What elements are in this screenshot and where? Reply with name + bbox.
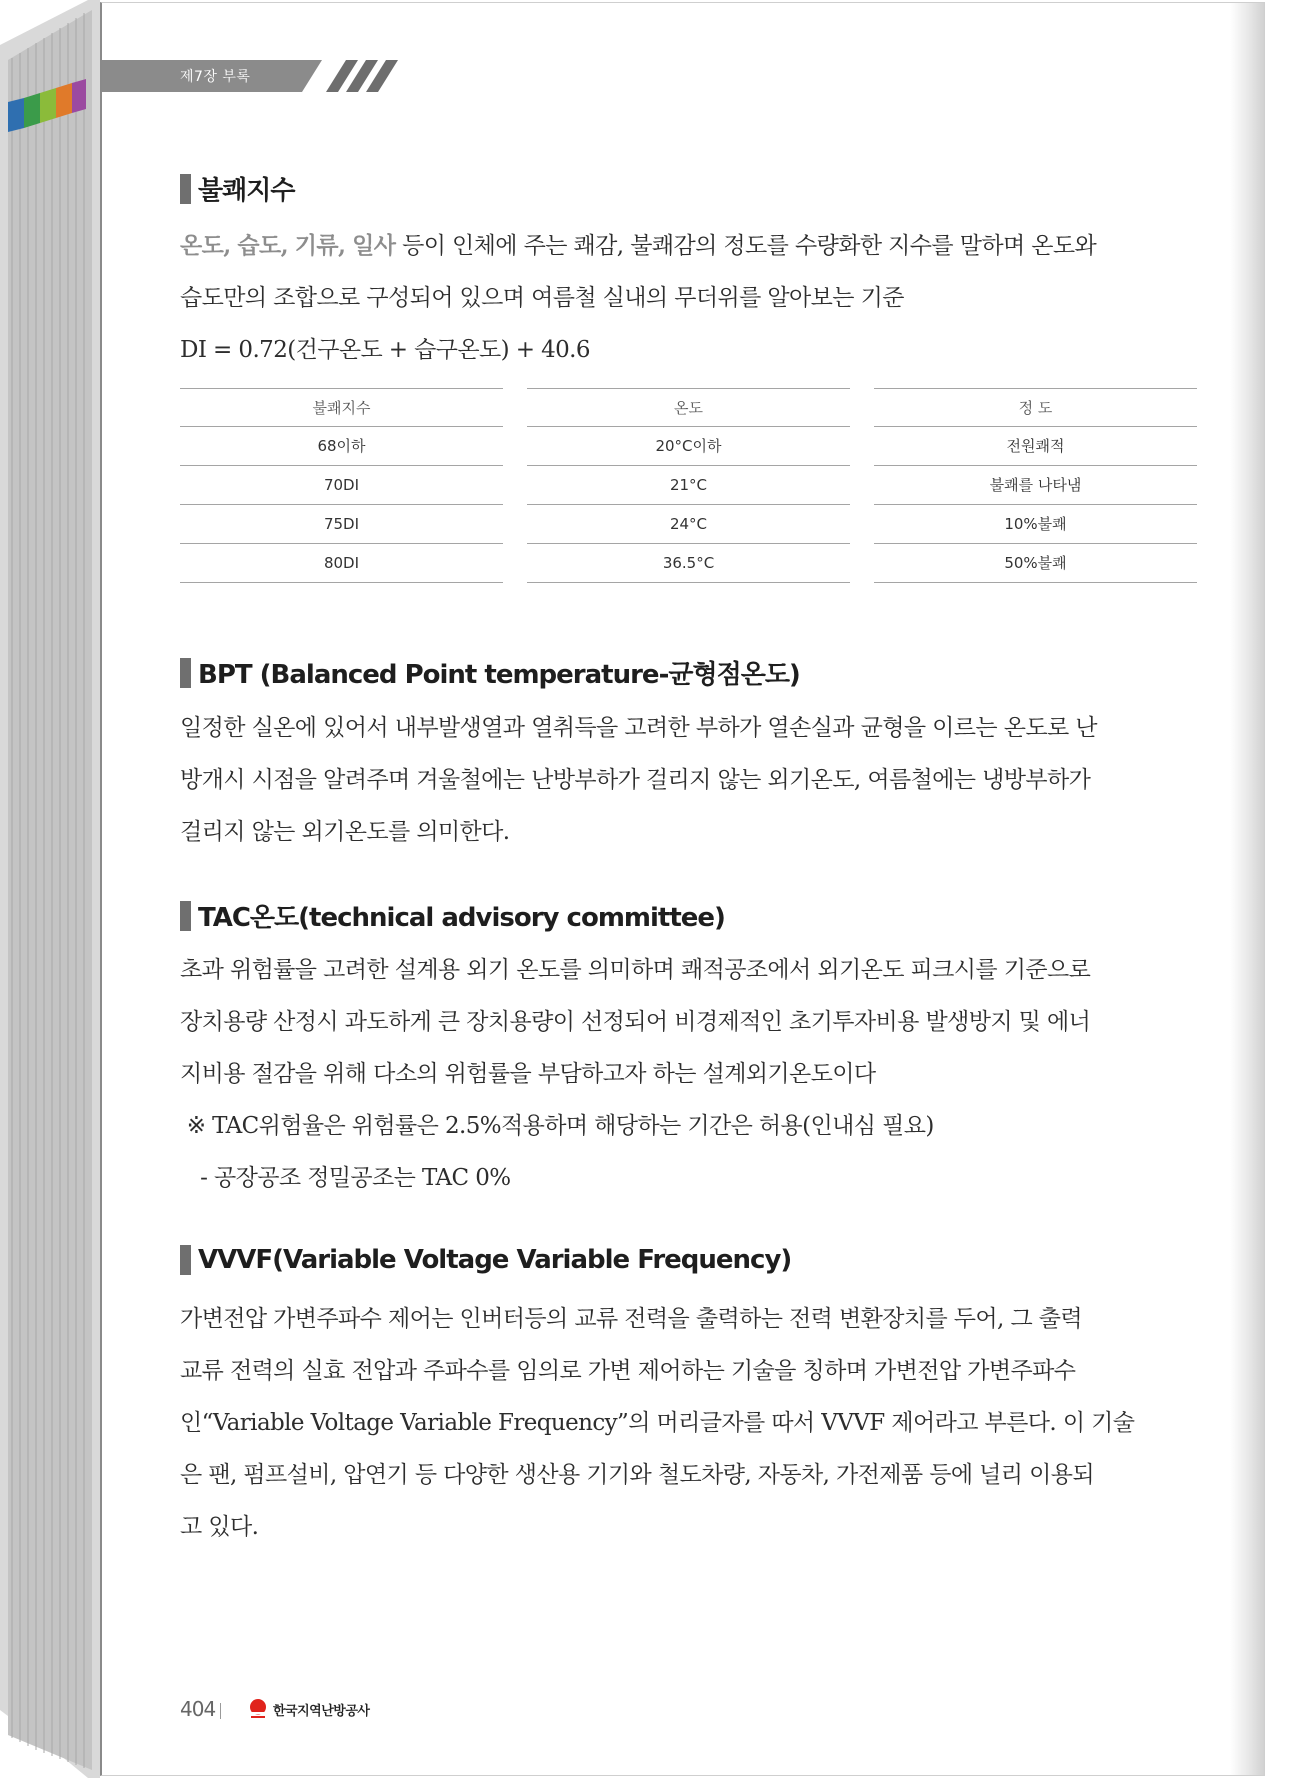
table-header: 정 도 (874, 388, 1197, 427)
section-heading-bpt (180, 654, 800, 691)
body-line: 은 팬, 펌프설비, 압연기 등 다양한 생산용 기기와 철도차량, 자동차, 가전제품 등에 널리 이용되 (180, 1462, 1094, 1488)
body-line: 가변전압 가변주파수 제어는 인버터등의 교류 전력을 출력하는 전력 변환장치를 두어, 그 출력 (180, 1306, 1083, 1332)
heading-bar (180, 1245, 191, 1275)
publisher-logo-icon (247, 1698, 269, 1720)
section-title: 불쾌지수 (198, 176, 295, 206)
body-line: 지비용 절감을 위해 다소의 위험률을 부담하고자 하는 설계외기온도이다 (180, 1061, 876, 1087)
section-title: VVVF(Variable Voltage Variable Frequency) (198, 1245, 792, 1275)
body-line (180, 220, 1200, 272)
table-cell: 70DI (180, 466, 503, 505)
table-cell: 36.5°C (527, 544, 850, 583)
heading-bar (180, 174, 191, 204)
publisher-name: 한국지역난방공사 (273, 1703, 370, 1719)
table-header: 온도 (527, 388, 850, 427)
section-body-tac (180, 944, 1200, 1204)
body-line: 인“Variable Voltage Variable Frequency”의 머리글자를 따서 VVVF 제어라고 부른다. 이 기술 (180, 1410, 1135, 1436)
table-cell: 21°C (527, 466, 850, 505)
section-heading-vvvf (180, 1245, 791, 1275)
table-cell: 10%불쾌 (874, 505, 1197, 544)
note-line: ※ TAC위험율은 위험률은 2.5%적용하며 해당하는 기간은 허용(인내심 필요) (180, 1113, 934, 1139)
body-line: 일정한 실온에 있어서 내부발생열과 열취득을 고려한 부하가 열손실과 균형을 이르는 온도로 난 (180, 715, 1097, 741)
table-cell: 50%불쾌 (874, 544, 1197, 583)
chapter-label: 제7장 부록 (180, 69, 251, 85)
table-cell: 75DI (180, 505, 503, 544)
section-body-vvvf (180, 1293, 1200, 1553)
lead-term: 습도, (237, 232, 289, 259)
table-column (527, 388, 850, 583)
table-cell: 68이하 (180, 427, 503, 466)
body-line: 습도만의 조합으로 구성되어 있으며 여름철 실내의 무더위를 알아보는 기준 (180, 285, 904, 311)
book-edge (0, 0, 100, 1778)
lead-term: 기류, (294, 232, 346, 259)
table-column (180, 388, 503, 583)
document-page (100, 2, 1265, 1776)
section-title: BPT (Balanced Point temperature-균형점온도) (198, 660, 800, 690)
section-title: TAC온도(technical advisory committee) (198, 903, 725, 933)
footer-divider (220, 1703, 221, 1719)
body-line: 교류 전력의 실효 전압과 주파수를 임의로 가변 제어하는 기술을 칭하며 가변전압 가변주파수 (180, 1358, 1076, 1384)
body-line: 고 있다. (180, 1514, 259, 1540)
table-cell: 전원쾌적 (874, 427, 1197, 466)
body-line: 초과 위험률을 고려한 설계용 외기 온도를 의미하며 쾌적공조에서 외기온도 피크시를 기준으로 (180, 957, 1091, 983)
table-cell: 80DI (180, 544, 503, 583)
publisher-logo (247, 1698, 369, 1720)
formula: DI = 0.72(건구온도 + 습구온도) + 40.6 (180, 337, 590, 363)
table-column (874, 388, 1197, 583)
heading-bar (180, 658, 191, 688)
body-line: 걸리지 않는 외기온도를 의미한다. (180, 819, 510, 845)
body-text: 등이 인체에 주는 쾌감, 불쾌감의 정도를 수량화한 지수를 말하며 온도와 (402, 233, 1097, 259)
table-cell: 불쾌를 나타냄 (874, 466, 1197, 505)
lead-term: 온도, (180, 232, 231, 259)
body-line: 장치용량 산정시 과도하게 큰 장치용량이 선정되어 비경제적인 초기투자비용 발생방지 및 에너 (180, 1009, 1091, 1035)
section-body-di (180, 220, 1200, 376)
chapter-tab (102, 60, 402, 92)
section-heading-di (180, 170, 294, 207)
table-cell: 20°C이하 (527, 427, 850, 466)
lead-term: 일사 (352, 232, 396, 259)
section-heading-tac (180, 897, 725, 934)
page-shadow (1230, 3, 1264, 1776)
body-line: 방개시 시점을 알려주며 겨울철에는 난방부하가 걸리지 않는 외기온도, 여름철에는 냉방부하가 (180, 767, 1091, 793)
section-body-bpt (180, 702, 1200, 858)
table-header: 불쾌지수 (180, 388, 503, 427)
page-number: 404 (180, 1697, 216, 1721)
note-line: - 공장공조 정밀공조는 TAC 0% (180, 1165, 511, 1191)
table-cell: 24°C (527, 505, 850, 544)
heading-bar (180, 901, 191, 931)
